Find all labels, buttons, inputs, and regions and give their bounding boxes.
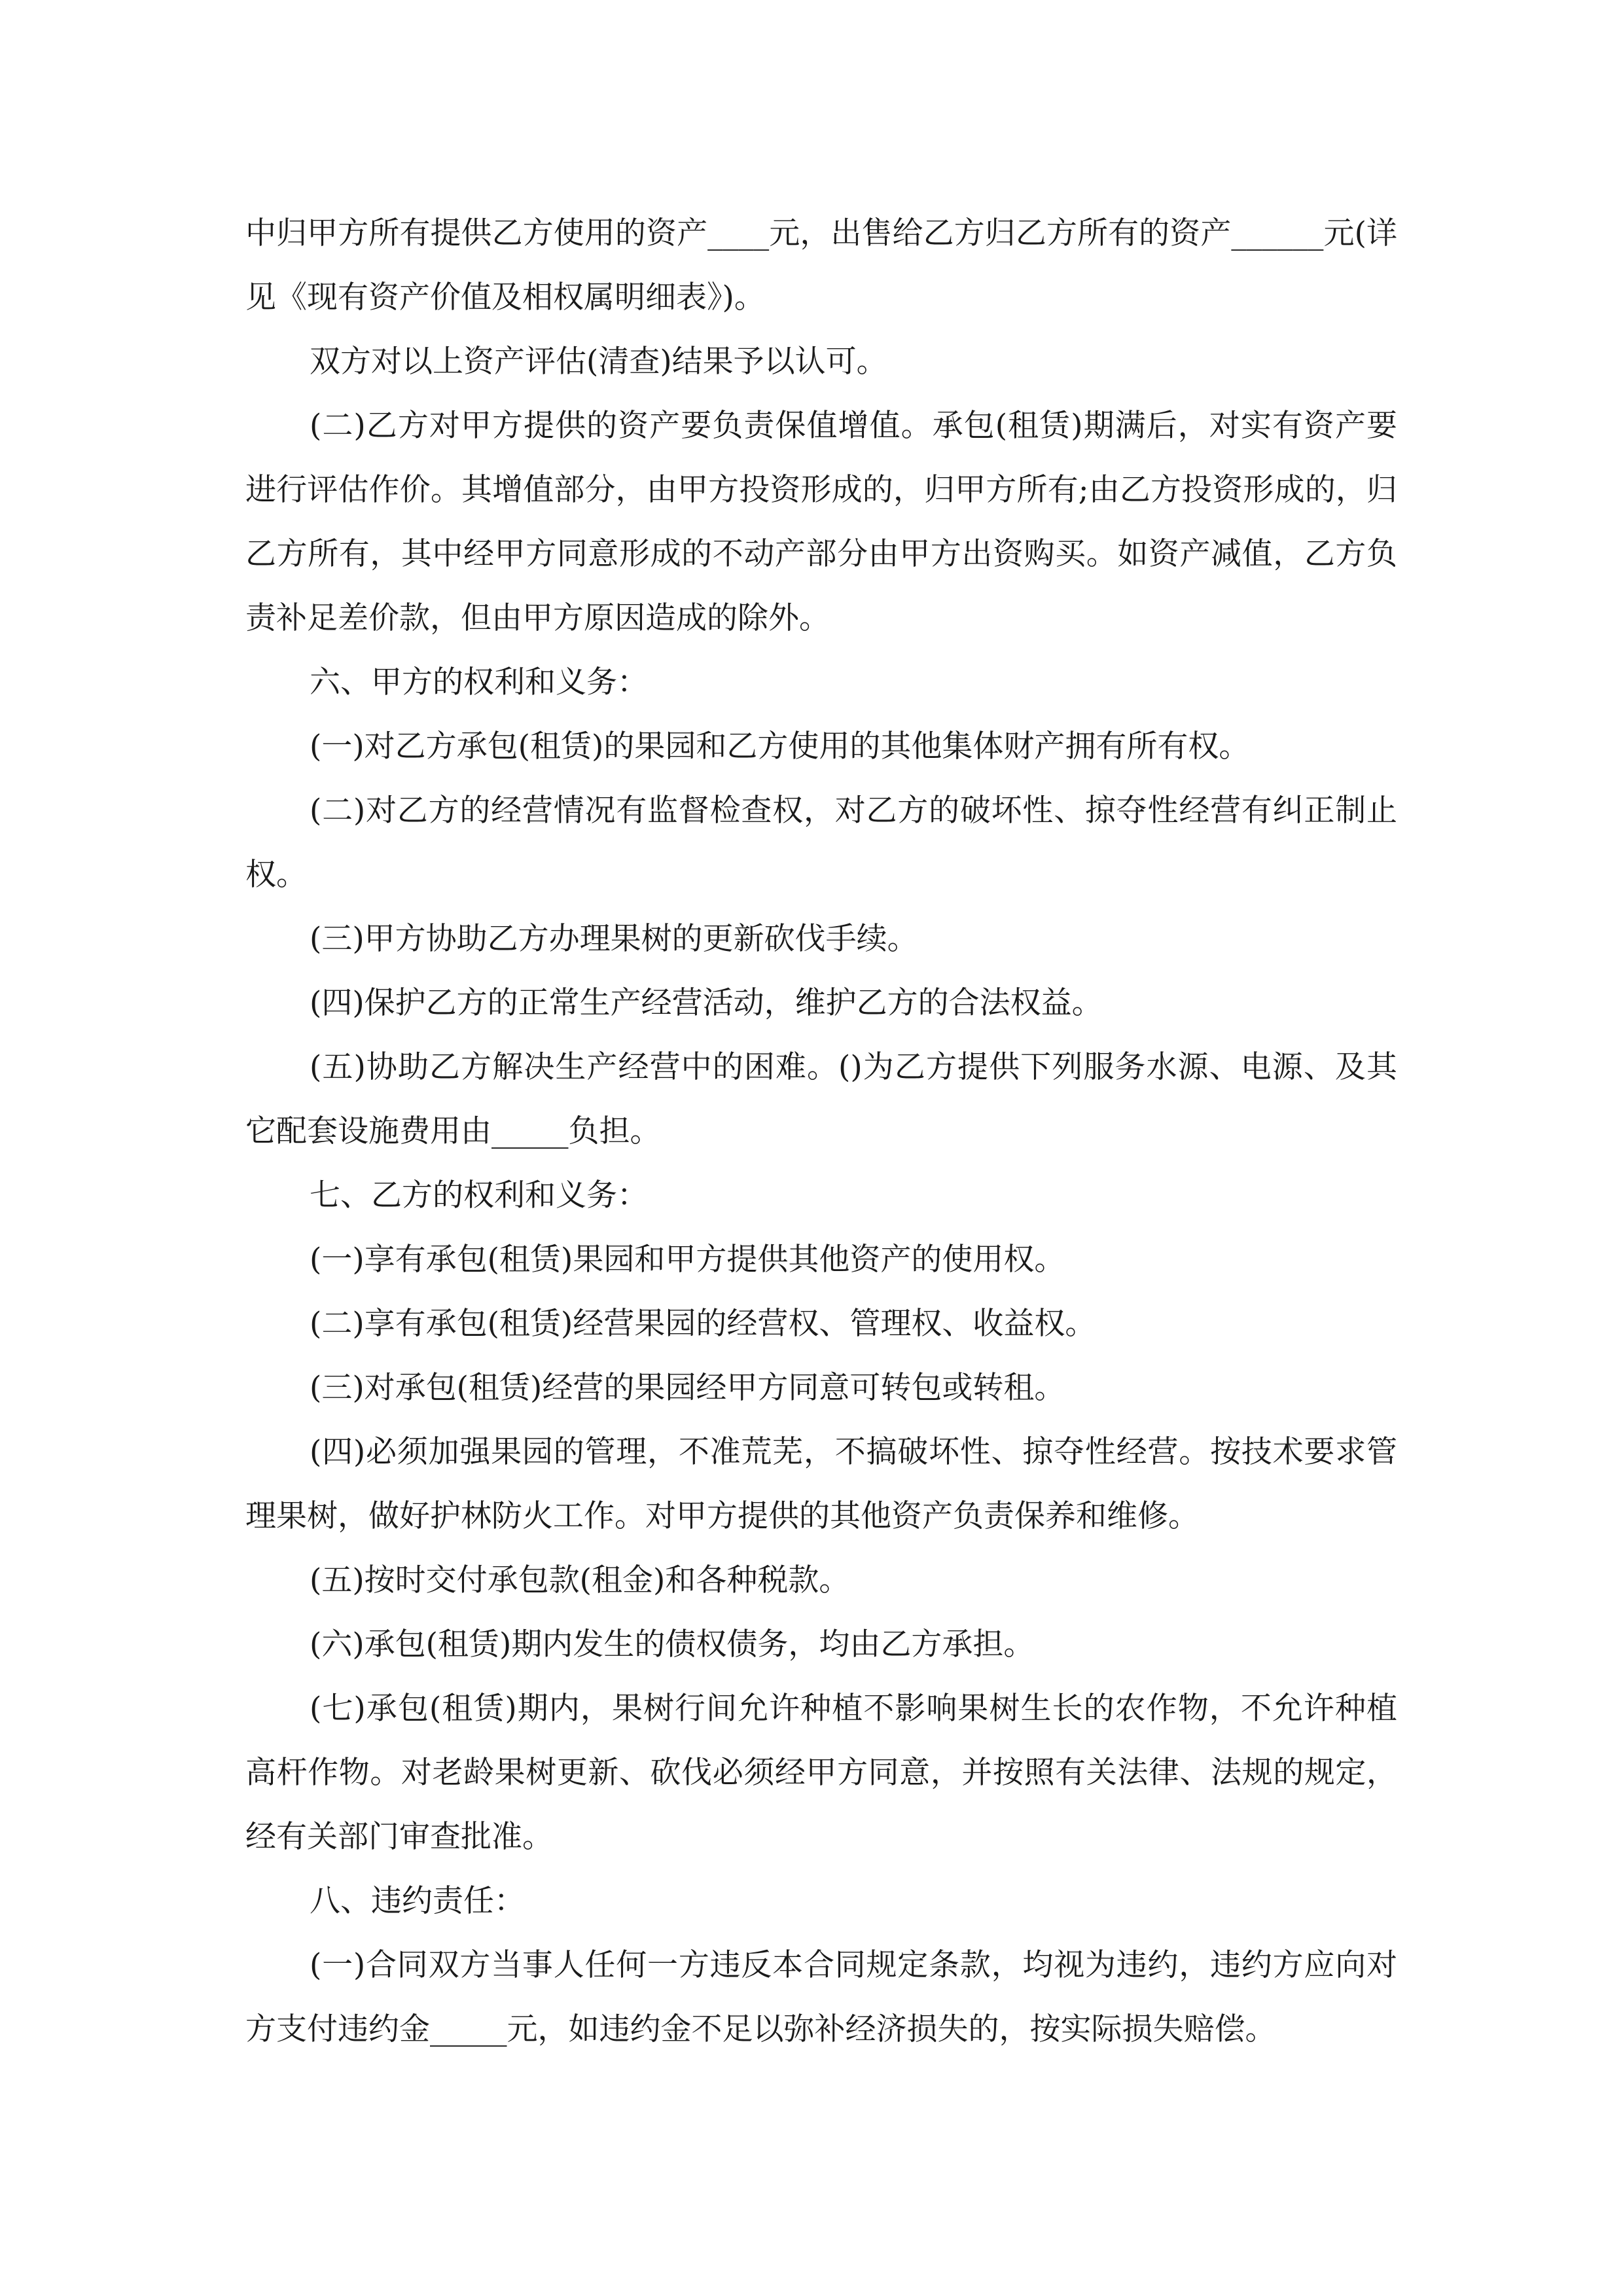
paragraph-party-b-item-4: (四)必须加强果园的管理，不准荒芜，不搞破坏性、掠夺性经营。按技术要求管理果树，做好护林防火工作。对甲方提供的其他资产负责保养和维修。 (245, 1434, 1397, 1534)
paragraph-assessment-accepted: 双方对以上资产评估(清查)结果予以认可。 (310, 344, 887, 380)
paragraph-party-b-item-5: (五)按时交付承包款(租金)和各种税款。 (310, 1562, 850, 1598)
paragraph-party-a-item-5: (五)协助乙方解决生产经营中的困难。()为乙方提供下列服务水源、电源、及其它配套设施费用由_____负担。 (245, 1049, 1397, 1149)
paragraph-assets-continued: 中归甲方所有提供乙方使用的资产____元，出售给乙方归乙方所有的资产______元(详见《现有资产价值及相权属明细表》)。 (245, 215, 1397, 315)
paragraph-party-b-item-6: (六)承包(租赁)期内发生的债权债务，均由乙方承担。 (310, 1626, 1035, 1662)
paragraph-asset-preservation: (二)乙方对甲方提供的资产要负责保值增值。承包(租赁)期满后，对实有资产要进行评估作价。其增值部分，由甲方投资形成的，归甲方所有;由乙方投资形成的，归乙方所有，其中经甲方同意形成的不动产部分由甲方出资购买。如资产减值，乙方负责补足差价款，但由甲方原因造成的除外。 (245, 408, 1397, 636)
document-body (245, 202, 1397, 2062)
paragraph-party-a-item-1: (一)对乙方承包(租赁)的果园和乙方使用的其他集体财产拥有所有权。 (310, 728, 1250, 764)
paragraph-party-b-item-3: (三)对承包(租赁)经营的果园经甲方同意可转包或转租。 (310, 1370, 1065, 1406)
paragraph-party-a-item-3: (三)甲方协助乙方办理果树的更新砍伐手续。 (310, 921, 918, 957)
section-heading-party-a-rights: 六、甲方的权利和义务： (310, 664, 648, 700)
paragraph-party-b-item-7: (七)承包(租赁)期内，果树行间允许种植不影响果树生长的农作物，不允许种植高杆作物。对老龄果树更新、砍伐必须经甲方同意，并按照有关法律、法规的规定，经有关部门审查批准。 (245, 1691, 1397, 1855)
paragraph-party-b-item-1: (一)享有承包(租赁)果园和甲方提供其他资产的使用权。 (310, 1242, 1065, 1278)
paragraph-party-a-item-4: (四)保护乙方的正常生产经营活动，维护乙方的合法权益。 (310, 985, 1103, 1021)
paragraph-party-a-item-2: (二)对乙方的经营情况有监督检查权，对乙方的破坏性、掠夺性经营有纠正制止权。 (245, 793, 1397, 893)
section-heading-party-b-rights: 七、乙方的权利和义务： (310, 1177, 648, 1213)
paragraph-party-b-item-2: (二)享有承包(租赁)经营果园的经营权、管理权、收益权。 (310, 1306, 1096, 1342)
section-heading-breach-liability: 八、违约责任： (310, 1883, 525, 1919)
paragraph-breach-item-1: (一)合同双方当事人任何一方违反本合同规定条款，均视为违约，违约方应向对方支付违约金_____元，如违约金不足以弥补经济损失的，按实际损失赔偿。 (245, 1947, 1397, 2047)
